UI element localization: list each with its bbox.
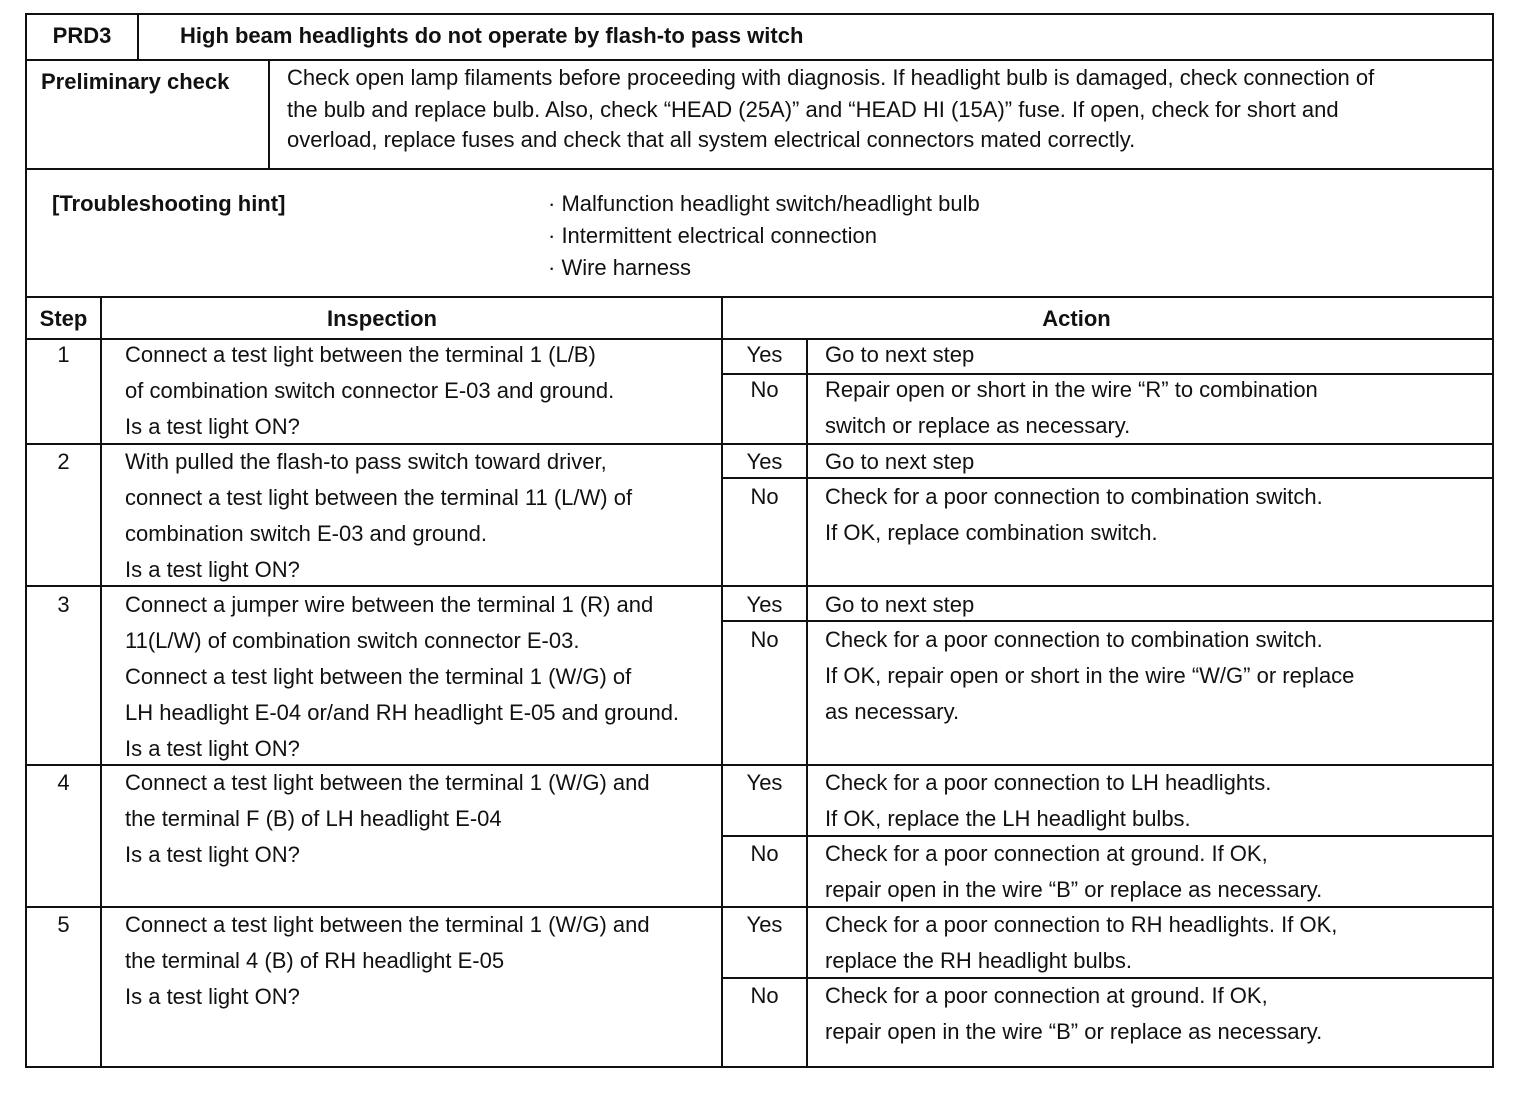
- inspection-text: [125, 765, 650, 873]
- yes-label: Yes: [746, 449, 783, 474]
- action-line: Check for a poor connection at ground. If OK,: [825, 983, 1268, 1008]
- inspection-text: [125, 337, 614, 445]
- inspection-line: connect a test light between the terminal 11 (L/W) of: [125, 485, 633, 510]
- hint-item: · Malfunction headlight switch/headlight bulb: [548, 191, 980, 216]
- preliminary-text: [287, 60, 1374, 158]
- inspection-text: [125, 587, 679, 767]
- action-line: Go to next step: [825, 342, 975, 367]
- action-line: repair open in the wire “B” or replace as necessary.: [825, 877, 1323, 902]
- no-action: [825, 978, 1322, 1050]
- step-number: 3: [57, 592, 70, 617]
- yes-action: [825, 444, 974, 480]
- inspection-line: Is a test light ON?: [125, 842, 300, 867]
- preliminary-label: Preliminary check: [41, 69, 230, 94]
- hint-item: · Intermittent electrical connection: [548, 223, 877, 248]
- inspection-line: LH headlight E-04 or/and RH headlight E-05 and ground.: [125, 700, 680, 725]
- no-label: No: [750, 983, 779, 1008]
- no-action: [825, 622, 1354, 730]
- column-header-step: Step: [39, 306, 88, 331]
- hint-item: · Wire harness: [548, 255, 692, 280]
- inspection-text: [125, 907, 650, 1015]
- action-line: switch or replace as necessary.: [825, 413, 1131, 438]
- column-header-inspection: Inspection: [326, 306, 437, 331]
- action-line: replace the RH headlight bulbs.: [825, 948, 1132, 973]
- inspection-line: Connect a test light between the terminal 1 (W/G) and: [125, 912, 650, 937]
- inspection-line: Connect a test light between the terminal 1 (L/B): [125, 342, 596, 367]
- yes-action: [825, 587, 974, 623]
- preliminary-line: the bulb and replace bulb. Also, check “HEAD (25A)” and “HEAD HI (15A)” fuse. If open, check for short and: [287, 97, 1339, 122]
- action-line: Go to next step: [825, 592, 975, 617]
- hint-list: [548, 186, 980, 282]
- step-number: 2: [57, 449, 70, 474]
- yes-label: Yes: [746, 592, 783, 617]
- no-action: [825, 479, 1323, 551]
- inspection-line: Is a test light ON?: [125, 414, 300, 439]
- column-header-action: Action: [1042, 306, 1111, 331]
- no-label: No: [750, 841, 779, 866]
- inspection-line: Is a test light ON?: [125, 557, 300, 582]
- inspection-line: Is a test light ON?: [125, 984, 300, 1009]
- yes-label: Yes: [746, 912, 783, 937]
- inspection-line: Is a test light ON?: [125, 736, 300, 761]
- inspection-line: the terminal 4 (B) of RH headlight E-05: [125, 948, 505, 973]
- inspection-line: With pulled the flash-to pass switch toward driver,: [125, 449, 607, 474]
- action-line: as necessary.: [825, 699, 960, 724]
- preliminary-line: Check open lamp filaments before proceeding with diagnosis. If headlight bulb is damaged, check connection of: [287, 65, 1375, 90]
- no-action: [825, 372, 1318, 444]
- action-line: Check for a poor connection to combination switch.: [825, 484, 1323, 509]
- inspection-line: Connect a jumper wire between the terminal 1 (R) and: [125, 592, 654, 617]
- yes-label: Yes: [746, 770, 783, 795]
- inspection-line: Connect a test light between the terminal 1 (W/G) and: [125, 770, 650, 795]
- step-number: 5: [57, 912, 70, 937]
- action-line: Go to next step: [825, 449, 975, 474]
- action-line: If OK, replace combination switch.: [825, 520, 1158, 545]
- yes-label: Yes: [746, 342, 783, 367]
- inspection-text: [125, 444, 632, 588]
- no-action: [825, 836, 1322, 908]
- procedure-code: PRD3: [52, 23, 112, 48]
- preliminary-line: overload, replace fuses and check that all system electrical connectors mated correctly.: [287, 127, 1136, 152]
- no-label: No: [750, 627, 779, 652]
- action-line: Repair open or short in the wire “R” to combination: [825, 377, 1318, 402]
- action-line: If OK, replace the LH headlight bulbs.: [825, 806, 1191, 831]
- yes-action: [825, 907, 1337, 979]
- yes-action: [825, 765, 1271, 837]
- inspection-line: 11(L/W) of combination switch connector E-03.: [125, 628, 580, 653]
- procedure-title: High beam headlights do not operate by flash-to pass witch: [180, 23, 804, 48]
- step-number: 4: [57, 770, 70, 795]
- action-line: If OK, repair open or short in the wire “W/G” or replace: [825, 663, 1355, 688]
- action-line: Check for a poor connection at ground. If OK,: [825, 841, 1268, 866]
- step-number: 1: [57, 342, 70, 367]
- action-line: repair open in the wire “B” or replace as necessary.: [825, 1019, 1323, 1044]
- inspection-line: the terminal F (B) of LH headlight E-04: [125, 806, 502, 831]
- inspection-line: combination switch E-03 and ground.: [125, 521, 487, 546]
- inspection-line: Connect a test light between the terminal 1 (W/G) of: [125, 664, 632, 689]
- action-line: Check for a poor connection to LH headlights.: [825, 770, 1272, 795]
- action-line: Check for a poor connection to combination switch.: [825, 627, 1323, 652]
- inspection-line: of combination switch connector E-03 and ground.: [125, 378, 615, 403]
- yes-action: [825, 337, 974, 373]
- no-label: No: [750, 484, 779, 509]
- no-label: No: [750, 377, 779, 402]
- action-line: Check for a poor connection to RH headlights. If OK,: [825, 912, 1338, 937]
- hint-label: [Troubleshooting hint]: [52, 191, 286, 216]
